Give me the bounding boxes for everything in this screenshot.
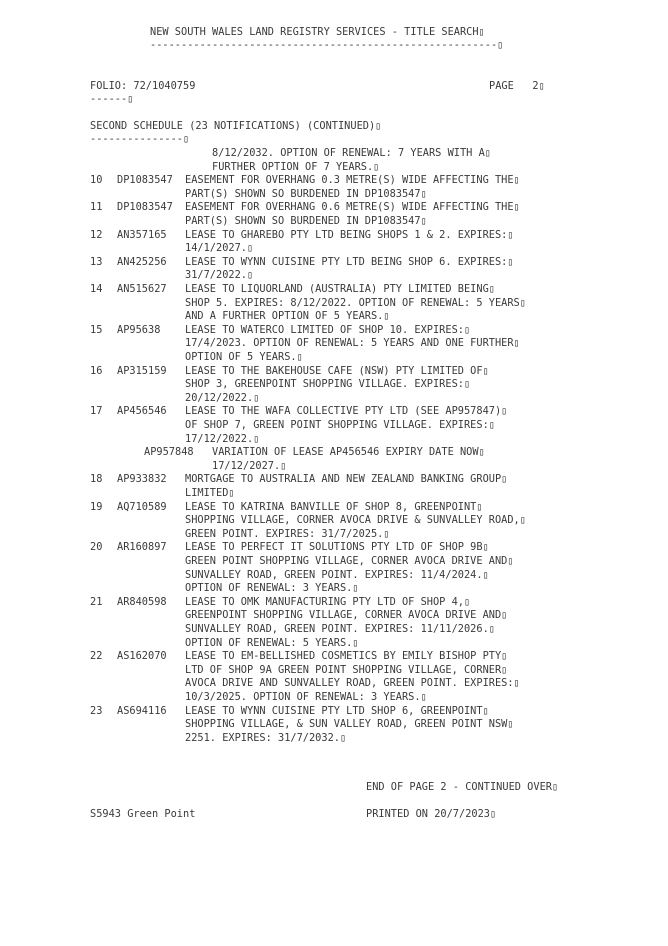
entry-number: 10	[90, 174, 103, 187]
entry-text-line: GREENPOINT SHOPPING VILLAGE, CORNER AVOCA DRIVE AND▯	[185, 609, 508, 622]
dealing-number: AS162070	[117, 650, 167, 663]
entry-number: 16	[90, 364, 103, 377]
dealing-number: AN425256	[117, 255, 167, 268]
entry-text-line: LEASE TO WYNN CUISINE PTY LTD BEING SHOP 6. EXPIRES:▯	[185, 255, 514, 268]
entry-text-line: LEASE TO PERFECT IT SOLUTIONS PTY LTD OF SHOP 9B▯	[185, 541, 489, 554]
entry-number: 15	[90, 323, 103, 336]
dealing-number: AP315159	[117, 364, 167, 377]
entry-text-line: VARIATION OF LEASE AP456546 EXPIRY DATE NOW▯	[212, 446, 485, 459]
entry-text-line: SHOP 5. EXPIRES: 8/12/2022. OPTION OF RENEWAL: 5 YEARS▯	[185, 296, 526, 309]
entry-text-line: AND A FURTHER OPTION OF 5 YEARS.▯	[185, 310, 390, 323]
entry-text-line: LEASE TO OMK MANUFACTURING PTY LTD OF SHOP 4,▯	[185, 595, 471, 608]
entry-text-line: LEASE TO EM-BELLISHED COSMETICS BY EMILY BISHOP PTY▯	[185, 650, 508, 663]
entry-text-line: LEASE TO LIQUORLAND (AUSTRALIA) PTY LIMITED BEING▯	[185, 283, 495, 295]
header-title: NEW SOUTH WALES LAND REGISTRY SERVICES - TITLE SEARCH▯	[150, 26, 485, 38]
entry-text-line: LTD OF SHOP 9A GREEN POINT SHOPPING VILLAGE, CORNER▯	[185, 663, 508, 676]
entry-number: 14	[90, 283, 103, 295]
entry-text-line: 10/3/2025. OPTION OF RENEWAL: 3 YEARS.▯	[185, 691, 427, 703]
entry-number: 13	[90, 255, 103, 268]
entry-text-line: LEASE TO GHAREBO PTY LTD BEING SHOPS 1 & 2. EXPIRES:▯	[185, 228, 514, 241]
entry-text-line: LEASE TO KATRINA BANVILLE OF SHOP 8, GREENPOINT▯	[185, 500, 483, 513]
dealing-number: AP456546	[117, 405, 167, 418]
entry-text-line: 17/4/2023. OPTION OF RENEWAL: 5 YEARS AND ONE FURTHER▯	[185, 337, 520, 350]
entry-text-line: GREEN POINT. EXPIRES: 31/7/2025.▯	[185, 527, 390, 540]
entry-text-line: LEASE TO THE BAKEHOUSE CAFE (NSW) PTY LIMITED OF▯	[185, 364, 489, 377]
dealing-number: AN515627	[117, 283, 167, 295]
entry-text-line: 14/1/2027.▯	[185, 242, 254, 255]
dealing-number: AS694116	[117, 704, 167, 717]
entry-text-line: 31/7/2022.▯	[185, 269, 254, 282]
entry-text-line: OF SHOP 7, GREEN POINT SHOPPING VILLAGE. EXPIRES:▯	[185, 419, 495, 431]
entry-text-line: SHOP 3, GREENPOINT SHOPPING VILLAGE. EXPIRES:▯	[185, 378, 471, 391]
dealing-number: AR160897	[117, 541, 167, 554]
entry-text-line: SUNVALLEY ROAD, GREEN POINT. EXPIRES: 11/11/2026.▯	[185, 623, 495, 635]
dealing-number: AR840598	[117, 595, 167, 608]
continued-line: FURTHER OPTION OF 7 YEARS.▯	[212, 160, 380, 173]
entry-number: 21	[90, 595, 103, 608]
entry-number: 23	[90, 704, 103, 717]
printed-date: PRINTED ON 20/7/2023▯	[366, 808, 497, 820]
entry-text-line: MORTGAGE TO AUSTRALIA AND NEW ZEALAND BANKING GROUP▯	[185, 473, 508, 486]
entry-text-line: 2251. EXPIRES: 31/7/2032.▯	[185, 731, 347, 744]
entry-text-line: LEASE TO WYNN CUISINE PTY LTD SHOP 6, GREENPOINT▯	[185, 704, 489, 717]
entry-text-line: LEASE TO THE WAFA COLLECTIVE PTY LTD (SEE AP957847)▯	[185, 405, 508, 418]
folio-label: FOLIO: 72/1040759	[90, 80, 196, 92]
entry-text-line: OPTION OF RENEWAL: 3 YEARS.▯	[185, 582, 359, 595]
section-underline: ---------------▯	[90, 133, 190, 145]
page-number: PAGE 2▯	[489, 80, 545, 92]
entry-text-line: PART(S) SHOWN SO BURDENED IN DP1083547▯	[185, 187, 427, 200]
entry-text-line: EASEMENT FOR OVERHANG 0.6 METRE(S) WIDE AFFECTING THE▯	[185, 201, 520, 214]
section-title: SECOND SCHEDULE (23 NOTIFICATIONS) (CONTINUED)▯	[90, 120, 382, 132]
entry-number: 12	[90, 228, 103, 241]
entry-text-line: SUNVALLEY ROAD, GREEN POINT. EXPIRES: 11/4/2024.▯	[185, 568, 489, 581]
entry-text-line: SHOPPING VILLAGE, CORNER AVOCA DRIVE & SUNVALLEY ROAD,▯	[185, 514, 526, 527]
dealing-number: DP1083547	[117, 201, 173, 214]
entry-number: 20	[90, 541, 103, 554]
entry-text-line: 20/12/2022.▯	[185, 391, 260, 404]
entry-text-line: AVOCA DRIVE AND SUNVALLEY ROAD, GREEN POINT. EXPIRES:▯	[185, 677, 520, 690]
entry-text-line: LEASE TO WATERCO LIMITED OF SHOP 10. EXPIRES:▯	[185, 323, 471, 336]
dealing-number: AP95638	[117, 323, 161, 336]
entry-number: 18	[90, 473, 103, 486]
entry-text-line: GREEN POINT SHOPPING VILLAGE, CORNER AVOCA DRIVE AND▯	[185, 555, 514, 567]
dealing-number: AP957848	[144, 446, 194, 459]
folio-underline: ------▯	[90, 93, 134, 105]
continued-line: 8/12/2032. OPTION OF RENEWAL: 7 YEARS WITH A▯	[212, 147, 491, 159]
entry-number: 19	[90, 500, 103, 513]
entry-text-line: OPTION OF 5 YEARS.▯	[185, 351, 303, 363]
entry-number: 17	[90, 405, 103, 418]
dealing-number: DP1083547	[117, 174, 173, 187]
dealing-number: AP933832	[117, 473, 167, 486]
dealing-number: AN357165	[117, 228, 167, 241]
entry-text-line: 17/12/2027.▯	[212, 459, 287, 472]
entry-text-line: 17/12/2022.▯	[185, 432, 260, 445]
footer-reference: S5943 Green Point	[90, 808, 196, 820]
entry-text-line: PART(S) SHOWN SO BURDENED IN DP1083547▯	[185, 215, 427, 227]
entry-text-line: LIMITED▯	[185, 487, 235, 499]
entry-text-line: SHOPPING VILLAGE, & SUN VALLEY ROAD, GREEN POINT NSW▯	[185, 718, 514, 731]
entry-text-line: OPTION OF RENEWAL: 5 YEARS.▯	[185, 636, 359, 649]
entry-number: 22	[90, 650, 103, 663]
end-of-page-note: END OF PAGE 2 - CONTINUED OVER▯	[366, 781, 559, 793]
entry-number: 11	[90, 201, 103, 214]
header-rule: --------------------------------------------------------▯	[150, 39, 504, 51]
entry-text-line: EASEMENT FOR OVERHANG 0.3 METRE(S) WIDE AFFECTING THE▯	[185, 174, 520, 187]
dealing-number: AQ710589	[117, 500, 167, 513]
